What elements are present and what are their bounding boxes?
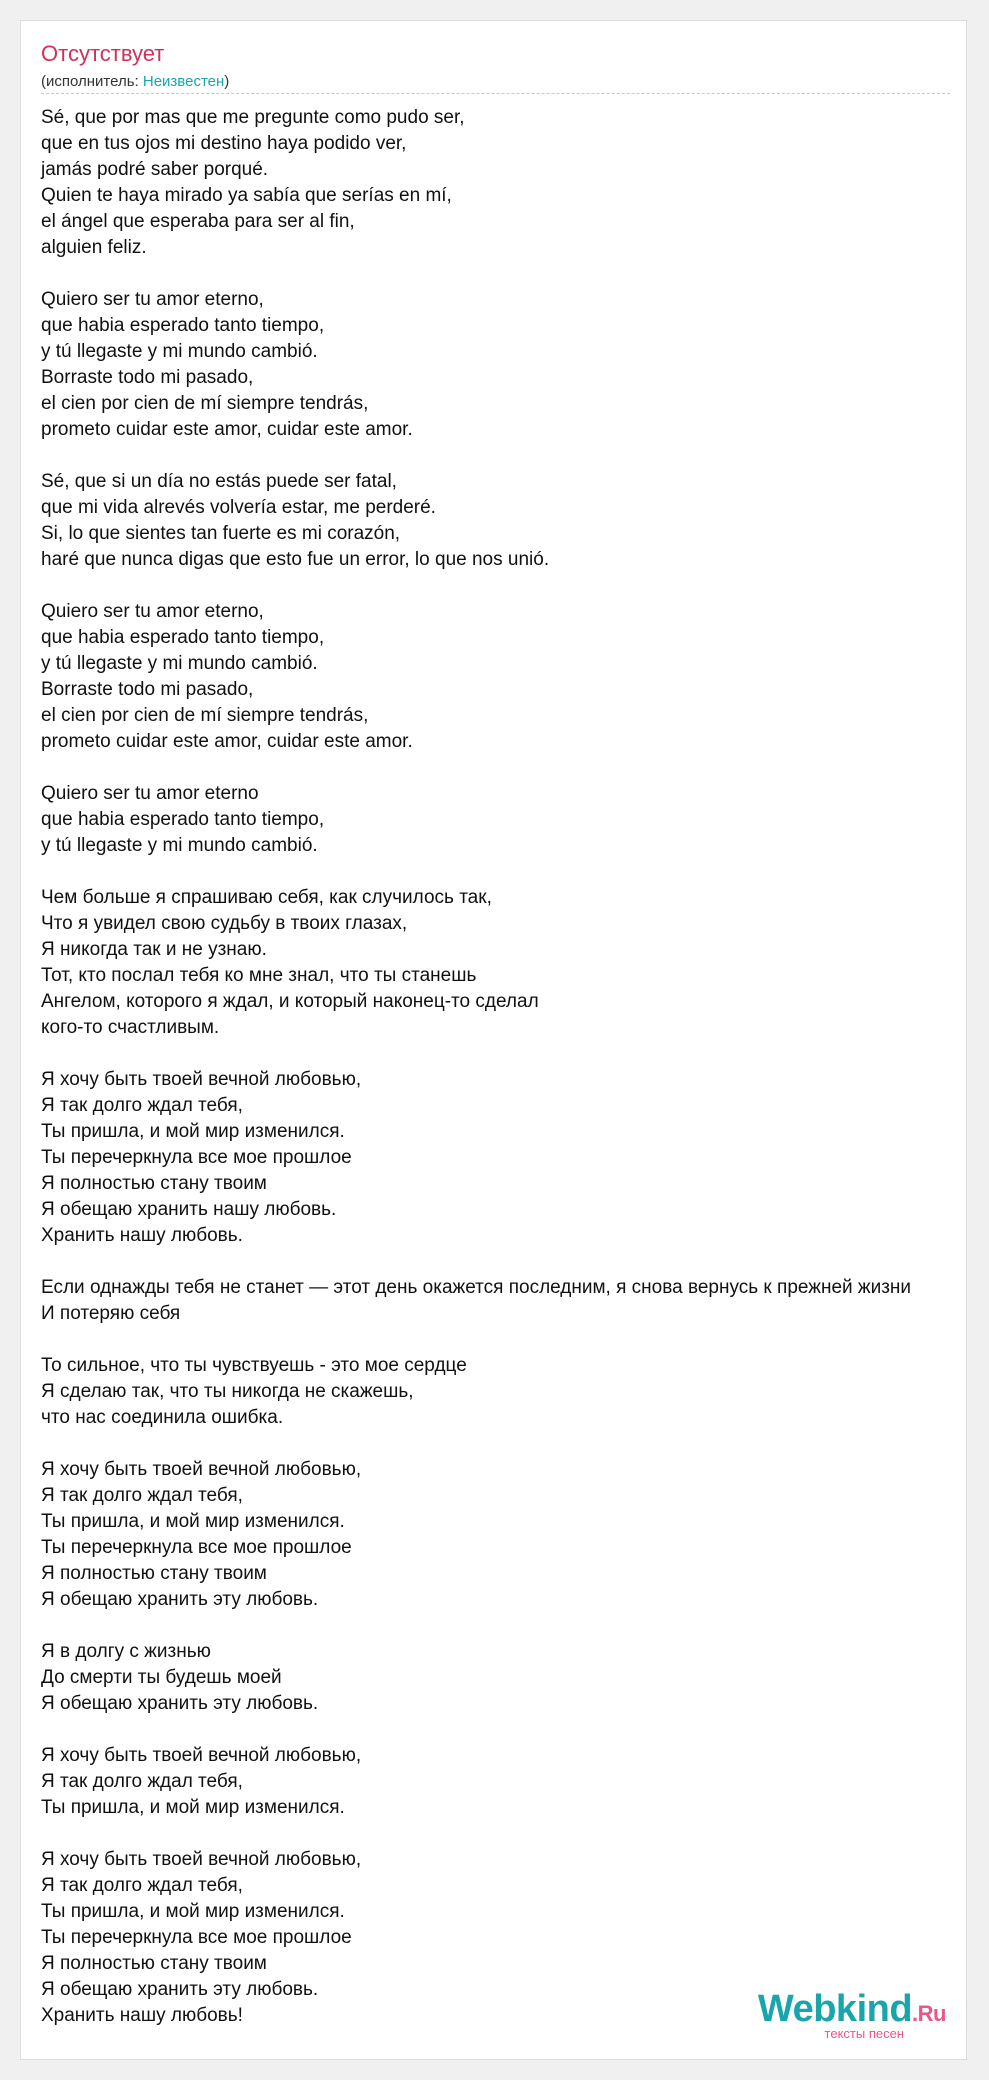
lyric-line xyxy=(41,1249,967,1275)
lyric-line: что нас соединила ошибка. xyxy=(41,1407,284,1428)
lyric-line xyxy=(41,1821,967,1847)
lyric-line: Я полностью стану твоим xyxy=(41,1563,267,1584)
lyric-line: prometo cuidar este amor, cuidar este amor. xyxy=(41,419,413,440)
lyric-line: que en tus ojos mi destino haya podido ver, xyxy=(41,133,407,154)
lyric-line: Я хочу быть твоей вечной любовью, xyxy=(41,1069,362,1090)
lyric-line: que habia esperado tanto tiempo, xyxy=(41,809,325,830)
lyric-line: Если однажды тебя не станет — этот день окажется последним, я снова вернусь к прежней жизни xyxy=(41,1277,912,1298)
lyric-line xyxy=(41,1431,967,1457)
lyric-line: И потеряю себя xyxy=(41,1303,181,1324)
lyric-line xyxy=(41,755,967,781)
lyric-line: Ты пришла, и мой мир изменился. xyxy=(41,1797,345,1818)
lyric-line xyxy=(41,1041,967,1067)
lyric-line: кого-то счастливым. xyxy=(41,1017,220,1038)
lyric-line: el ángel que esperaba para ser al fin, xyxy=(41,211,355,232)
lyric-line: jamás podré saber porqué. xyxy=(41,159,269,180)
lyric-line: Borraste todo mi pasado, xyxy=(41,679,254,700)
lyric-line: Я так долго ждал тебя, xyxy=(41,1485,243,1506)
lyric-line: Хранить нашу любовь! xyxy=(41,2005,243,2026)
artist-prefix: (исполнитель: xyxy=(41,73,143,90)
lyric-line: y tú llegaste y mi mundo cambió. xyxy=(41,653,318,674)
lyric-line: Хранить нашу любовь. xyxy=(41,1225,243,1246)
lyric-line: Ты пришла, и мой мир изменился. xyxy=(41,1121,345,1142)
lyric-line: Quiero ser tu amor eterno xyxy=(41,783,259,804)
lyric-line: Я хочу быть твоей вечной любовью, xyxy=(41,1745,362,1766)
lyric-line: Чем больше я спрашиваю себя, как случилось так, xyxy=(41,887,492,908)
lyric-line: que habia esperado tanto tiempo, xyxy=(41,315,325,336)
lyric-line: alguien feliz. xyxy=(41,237,147,258)
lyric-line: que mi vida alrevés volvería estar, me perderé. xyxy=(41,497,436,518)
lyric-line: que habia esperado tanto tiempo, xyxy=(41,627,325,648)
lyric-line: Я обещаю хранить эту любовь. xyxy=(41,1589,319,1610)
lyric-line: Я полностью стану твоим xyxy=(41,1173,267,1194)
lyric-line: haré que nunca digas que esto fue un error, lo que nos unió. xyxy=(41,549,550,570)
logo-wordmark xyxy=(758,1990,946,2028)
lyric-line xyxy=(41,573,967,599)
lyric-line: Я полностью стану твоим xyxy=(41,1953,267,1974)
lyric-line xyxy=(41,859,967,885)
artist-link[interactable]: Неизвестен xyxy=(142,73,225,90)
lyric-line: Я хочу быть твоей вечной любовью, xyxy=(41,1459,362,1480)
lyric-line: Sé, que por mas que me pregunte como pudo ser, xyxy=(41,107,465,128)
lyric-line xyxy=(41,443,967,469)
lyric-line: y tú llegaste y mi mundo cambió. xyxy=(41,341,318,362)
lyric-line: Я хочу быть твоей вечной любовью, xyxy=(41,1849,362,1870)
title-divider xyxy=(41,93,950,94)
lyric-line: До смерти ты будешь моей xyxy=(41,1667,282,1688)
song-title: Отсутствует xyxy=(41,41,165,66)
logo-main-text: Webkind xyxy=(757,1988,913,2030)
lyric-line: Borraste todo mi pasado, xyxy=(41,367,254,388)
lyrics-card xyxy=(20,20,967,2060)
lyric-line: Sé, que si un día no estás puede ser fatal, xyxy=(41,471,397,492)
lyric-line: Si, lo que sientes tan fuerte es mi corazón, xyxy=(41,523,401,544)
lyric-line: Я так долго ждал тебя, xyxy=(41,1771,243,1792)
lyric-line: Ты пришла, и мой мир изменился. xyxy=(41,1901,345,1922)
site-logo[interactable] xyxy=(758,1990,946,2041)
logo-suffix: .Ru xyxy=(912,2001,946,2026)
artist-line xyxy=(41,73,229,90)
lyric-line: Я сделаю так, что ты никогда не скажешь, xyxy=(41,1381,414,1402)
lyric-line: Я обещаю хранить эту любовь. xyxy=(41,1979,319,2000)
lyric-line: Quiero ser tu amor eterno, xyxy=(41,289,264,310)
lyric-line: Ты пришла, и мой мир изменился. xyxy=(41,1511,345,1532)
lyric-line: el cien por cien de mí siempre tendrás, xyxy=(41,705,369,726)
lyrics-text xyxy=(41,105,967,2029)
lyric-line: Quiero ser tu amor eterno, xyxy=(41,601,264,622)
lyric-line: То сильное, что ты чувствуешь - это мое сердце xyxy=(41,1355,467,1376)
lyric-line xyxy=(41,1327,967,1353)
lyric-line: prometo cuidar este amor, cuidar este amor. xyxy=(41,731,413,752)
lyric-line: Тот, кто послал тебя ко мне знал, что ты станешь xyxy=(41,965,477,986)
logo-tagline: тексты песен xyxy=(824,2026,904,2041)
lyric-line: Ты перечеркнула все мое прошлое xyxy=(41,1147,352,1168)
lyric-line xyxy=(41,1717,967,1743)
lyric-line: Я так долго ждал тебя, xyxy=(41,1095,243,1116)
artist-suffix: ) xyxy=(224,73,230,90)
lyric-line: Ты перечеркнула все мое прошлое xyxy=(41,1927,352,1948)
lyric-line: y tú llegaste y mi mundo cambió. xyxy=(41,835,318,856)
lyric-line xyxy=(41,1613,967,1639)
lyric-line: Я обещаю хранить эту любовь. xyxy=(41,1693,319,1714)
lyric-line: Я так долго ждал тебя, xyxy=(41,1875,243,1896)
lyric-line: el cien por cien de mí siempre tendrás, xyxy=(41,393,369,414)
lyric-line: Ангелом, которого я ждал, и который наконец-то сделал xyxy=(41,991,539,1012)
lyric-line: Ты перечеркнула все мое прошлое xyxy=(41,1537,352,1558)
lyric-line: Я обещаю хранить нашу любовь. xyxy=(41,1199,337,1220)
lyric-line: Я никогда так и не узнаю. xyxy=(41,939,267,960)
lyric-line: Я в долгу с жизнью xyxy=(41,1641,211,1662)
lyric-line: Что я увидел свою судьбу в твоих глазах, xyxy=(41,913,408,934)
lyric-line xyxy=(41,261,967,287)
lyric-line: Quien te haya mirado ya sabía que serías en mí, xyxy=(41,185,452,206)
